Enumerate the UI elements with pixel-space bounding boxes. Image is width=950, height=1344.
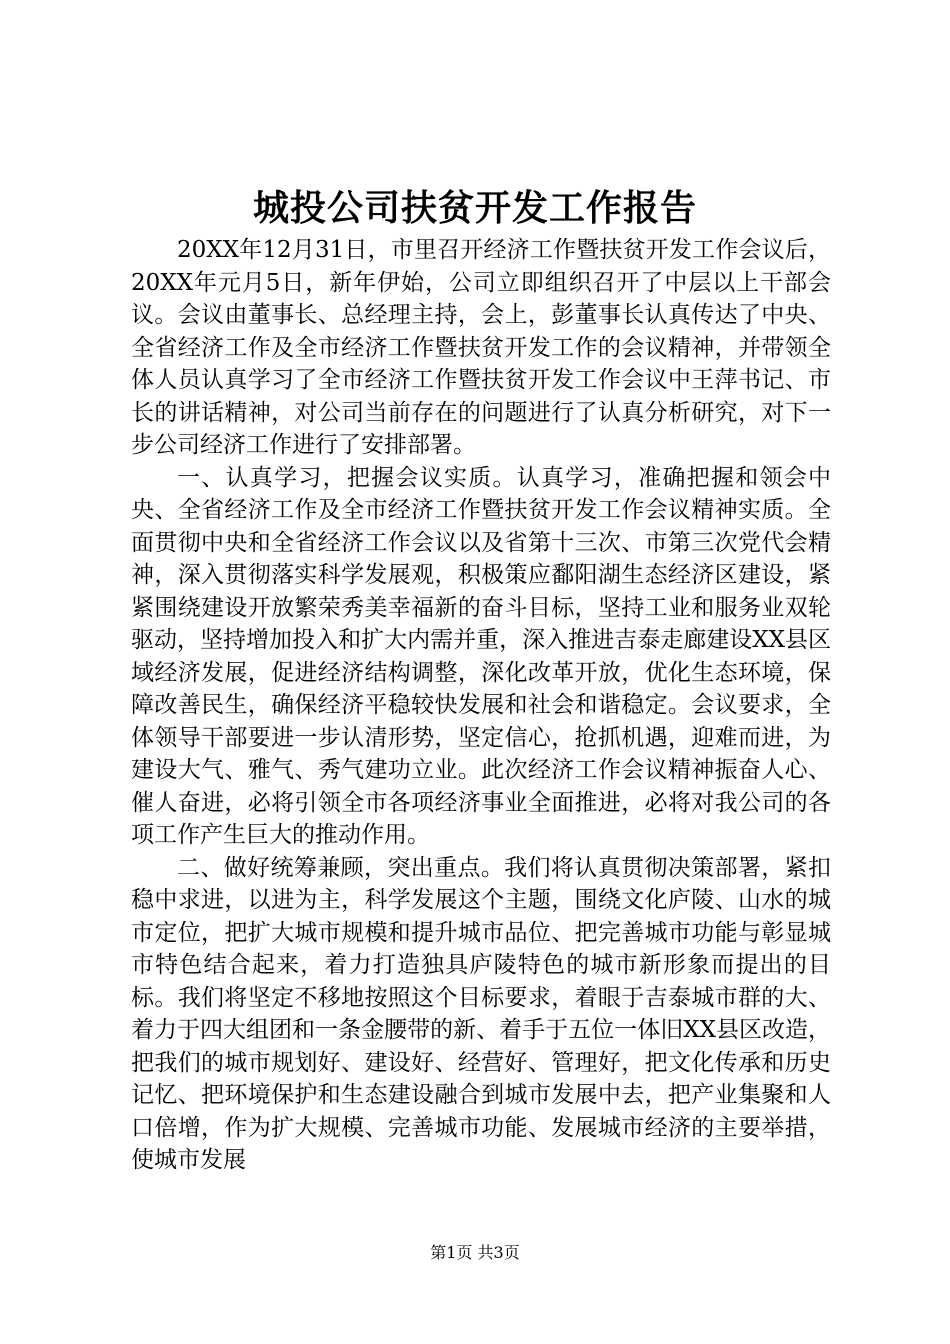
- paragraph-section-1: 一、认真学习，把握会议实质。认真学习，准确把握和领会中央、全省经济工作及全市经济工作暨扶贫开发工作会议精神实质。全面贯彻中央和全省经济工作会议以及省第十三次、市第三次党代会精神，深入贯彻落实科学发展观，积极策应鄱阳湖生态经济区建设，紧紧围绕建设开放繁荣秀美幸福新的奋斗目标，坚持工业和服务业双轮驱动，坚持增加投入和扩大内需并重，深入推进吉泰走廊建设XX县区域经济发展，促进经济结构调整，深化改革开放，优化生态环境，保障改善民生，确保经济平稳较快发展和社会和谐稳定。会议要求，全体领导干部要进一步认清形势，坚定信心，抢抓机遇，迎难而进，为建设大气、雅气、秀气建功立业。此次经济工作会议精神振奋人心、催人奋进，必将引领全市各项经济事业全面推进，必将对我公司的各项工作产生巨大的推动作用。: [131, 464, 831, 848]
- document-title: 城投公司扶贫开发工作报告: [252, 187, 697, 229]
- page-number-footer: 第1页 共3页: [430, 1243, 520, 1262]
- document-body: [131, 234, 831, 1177]
- paragraph-section-2: 二、做好统筹兼顾，突出重点。我们将认真贯彻决策部署，紧扣稳中求进，以进为主，科学发展这个主题，围绕文化庐陵、山水的城市定位，把扩大城市规模和提升城市品位、把完善城市功能与彰显城市特色结合起来，着力打造独具庐陵特色的城市新形象而提出的目标。我们将坚定不移地按照这个目标要求，着眼于吉泰城市群的大、着力于四大组团和一条金腰带的新、着手于五位一体旧XX县区改造，把我们的城市规划好、建设好、经营好、管理好，把文化传承和历史记忆、把环境保护和生态建设融合到城市发展中去，把产业集聚和人口倍增，作为扩大规模、完善城市功能、发展城市经济的主要举措，使城市发展: [131, 854, 831, 1173]
- paragraph-intro: 20XX年12月31日，市里召开经济工作暨扶贫开发工作会议后，20XX年元月5日，新年伊始，公司立即组织召开了中层以上干部会议。会议由董事长、总经理主持，会上，彭董事长认真传达了中央、全省经济工作及全市经济工作暨扶贫开发工作的会议精神，并带领全体人员认真学习了全市经济工作暨扶贫开发工作会议中王萍书记、市长的讲话精神，对公司当前存在的问题进行了认真分析研究，对下一步公司经济工作进行了安排部署。: [131, 237, 831, 458]
